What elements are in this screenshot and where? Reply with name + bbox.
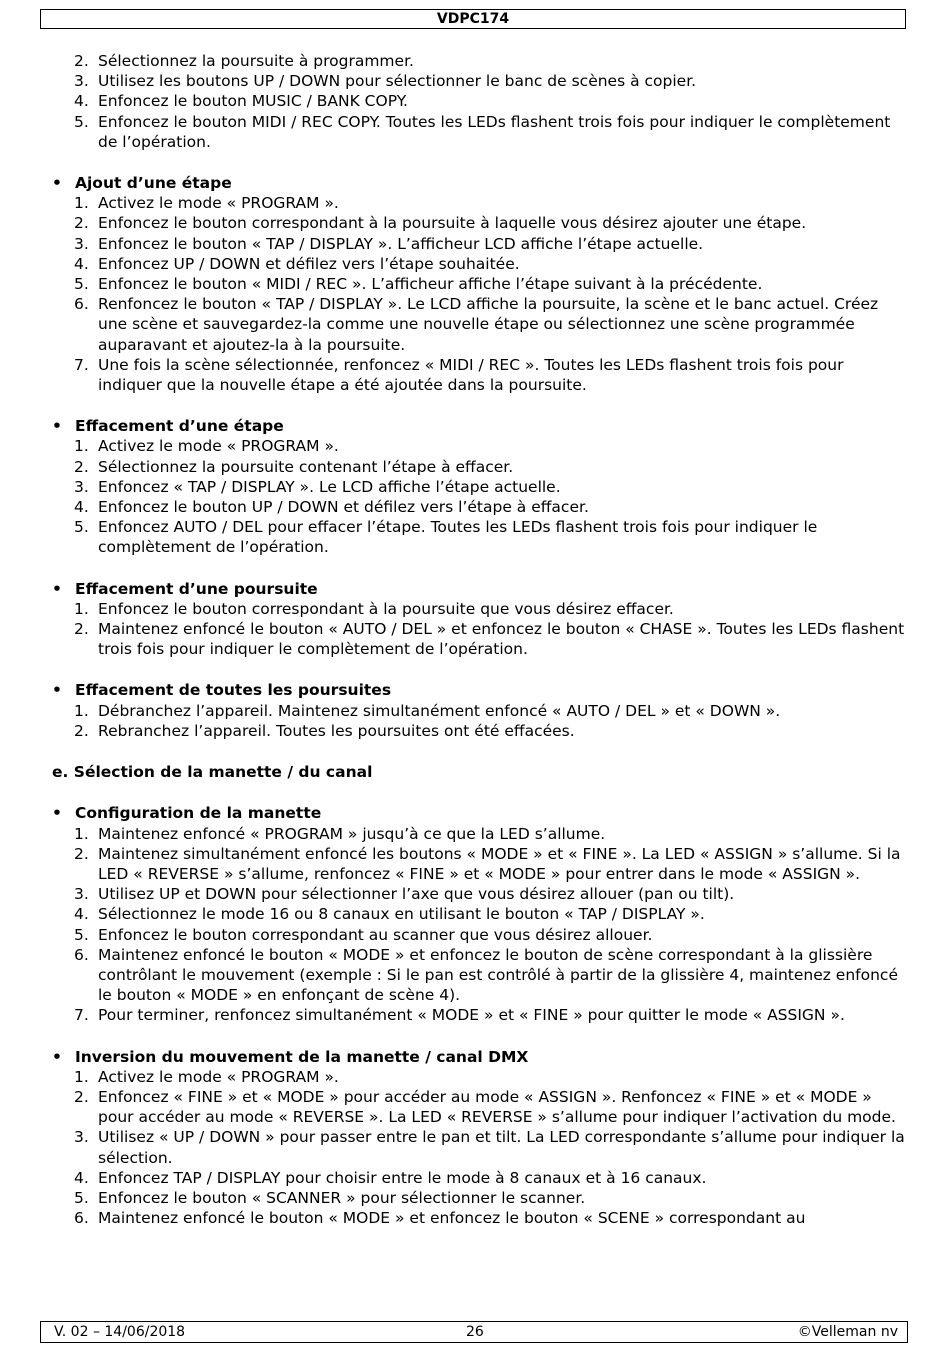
list-item [52, 112, 912, 152]
section-heading [52, 803, 912, 823]
item-number: 3. [74, 477, 89, 496]
intro-list [52, 51, 912, 152]
step-list [52, 599, 912, 660]
item-number: 1. [74, 437, 89, 456]
item-number: 3. [74, 72, 89, 91]
list-item [52, 234, 912, 254]
item-number: 5. [74, 518, 89, 537]
section-title: Configuration de la manette [75, 804, 322, 823]
list-item [52, 701, 912, 721]
list-item [52, 274, 912, 294]
item-text: Activez le mode « PROGRAM ». [98, 437, 339, 456]
list-item [52, 1127, 912, 1167]
list-item [52, 51, 912, 71]
item-text: Enfoncez le bouton MIDI / REC COPY. Toutes les LEDs flashent trois fois pour indiquer le complètement de l’opération. [98, 112, 891, 151]
section-heading [52, 579, 912, 599]
list-item [52, 294, 912, 355]
list-item [52, 477, 912, 497]
item-number: 4. [74, 254, 89, 273]
item-number: 2. [74, 1087, 89, 1106]
section-e-heading: e. Sélection de la manette / du canal [52, 763, 373, 782]
bullet-mark: • [52, 417, 62, 436]
spacer [52, 782, 912, 803]
item-text: Maintenez enfoncé le bouton « AUTO / DEL » et enfoncez le bouton « CHASE ». Toutes les LEDs flashent trois fois pour indiquer le complètement de l’opération. [98, 620, 905, 659]
item-text: Enfoncez « TAP / DISPLAY ». Le LCD affiche l’étape actuelle. [98, 477, 561, 496]
item-number: 6. [74, 945, 89, 964]
section-heading [52, 1047, 912, 1067]
item-text: Utilisez UP et DOWN pour sélectionner l’axe que vous désirez allouer (pan ou tilt). [98, 885, 735, 904]
item-number: 2. [74, 620, 89, 639]
footer-copyright: ©Velleman nv [797, 1324, 898, 1340]
footer-version: V. 02 – 14/06/2018 [54, 1324, 186, 1340]
spacer [52, 1026, 912, 1047]
item-number: 3. [74, 885, 89, 904]
list-item [52, 1168, 912, 1188]
item-number: 1. [74, 1067, 89, 1086]
bullet-mark: • [52, 579, 62, 598]
item-text: Sélectionnez le mode 16 ou 8 canaux en utilisant le bouton « TAP / DISPLAY ». [98, 905, 705, 924]
item-number: 4. [74, 498, 89, 517]
list-item [52, 619, 912, 659]
item-number: 1. [74, 599, 89, 618]
item-text: Enfoncez le bouton « MIDI / REC ». L’afficheur affiche l’étape suivant à la précédente. [98, 275, 763, 294]
list-item [52, 355, 912, 395]
item-number: 4. [74, 905, 89, 924]
step-list [52, 1067, 912, 1229]
item-number: 2. [74, 214, 89, 233]
section-title: Effacement d’une étape [75, 417, 284, 436]
step-list [52, 701, 912, 741]
item-text: Enfoncez « FINE » et « MODE » pour accéder au mode « ASSIGN ». Renfoncez « FINE » et « MODE » pour accéder au mode « REVERSE ». La LED « REVERSE » s’allume pour indiquer l’activation du mode. [98, 1087, 896, 1127]
item-number: 5. [74, 275, 89, 294]
section-title: Effacement d’une poursuite [75, 579, 318, 598]
item-number: 5. [74, 1188, 89, 1207]
list-item [52, 721, 912, 741]
item-text: Enfoncez AUTO / DEL pour effacer l’étape. Toutes les LEDs flashent trois fois pour indiquer le complètement de l’opération. [98, 518, 818, 557]
section-title: Effacement de toutes les poursuites [75, 681, 392, 700]
bullet-mark: • [52, 804, 62, 823]
bullet-mark: • [52, 174, 62, 193]
item-text: Enfoncez le bouton correspondant au scanner que vous désirez allouer. [98, 925, 653, 944]
item-text: Enfoncez le bouton correspondant à la poursuite à laquelle vous désirez ajouter une étape. [98, 214, 807, 233]
item-text: Maintenez simultanément enfoncé les boutons « MODE » et « FINE ». La LED « ASSIGN » s’allume. Si la LED « REVERSE » s’allume, renfoncez « FINE » et « MODE » pour entrer dans le mode « ASSIGN ». [98, 844, 901, 883]
list-item [52, 71, 912, 91]
step-list [52, 193, 912, 395]
list-item [52, 497, 912, 517]
spacer [52, 152, 912, 173]
spacer [52, 741, 912, 762]
list-item [52, 884, 912, 904]
item-number: 1. [74, 824, 89, 843]
list-item [52, 457, 912, 477]
section-title: Ajout d’une étape [75, 174, 232, 193]
item-number: 7. [74, 355, 89, 374]
list-item [52, 904, 912, 924]
item-text: Renfoncez le bouton « TAP / DISPLAY ». Le LCD affiche la poursuite, la scène et le banc actuel. Créez une scène et sauvegardez-la comme une nouvelle étape ou sélectionnez une scène programmée auparavant et ajoutez-la à la poursuite. [98, 295, 879, 354]
item-text: Maintenez enfoncé le bouton « MODE » et enfoncez le bouton « SCENE » correspondant au [98, 1209, 806, 1228]
section-heading [52, 173, 912, 193]
item-number: 1. [74, 194, 89, 213]
list-item [52, 1067, 912, 1087]
item-text: Maintenez enfoncé le bouton « MODE » et enfoncez le bouton de scène correspondant à la glissière contrôlant le mouvement (exemple : Si le pan est contrôlé à partir de la glissière 4, maintenez enfoncé le bouton « MODE » en enfonçant de scène 4). [98, 945, 898, 1005]
item-number: 2. [74, 844, 89, 863]
page-content [52, 51, 912, 1228]
item-number: 5. [74, 112, 89, 131]
list-item [52, 213, 912, 233]
step-list [52, 824, 912, 1026]
item-text: Activez le mode « PROGRAM ». [98, 194, 339, 213]
page-header [40, 9, 906, 29]
list-item [52, 1188, 912, 1208]
item-text: Utilisez les boutons UP / DOWN pour sélectionner le banc de scènes à copier. [98, 72, 697, 91]
section-title: Inversion du mouvement de la manette / canal DMX [75, 1047, 529, 1066]
item-number: 4. [74, 92, 89, 111]
spacer [52, 558, 912, 579]
item-text: Utilisez « UP / DOWN » pour passer entre le pan et tilt. La LED correspondante s’allume pour indiquer la sélection. [98, 1128, 905, 1167]
list-item [52, 436, 912, 456]
item-number: 4. [74, 1168, 89, 1187]
spacer [52, 395, 912, 416]
bullet-mark: • [52, 1047, 62, 1066]
list-item [52, 193, 912, 213]
sections-group-a [52, 152, 912, 741]
item-number: 2. [74, 457, 89, 476]
list-item [52, 254, 912, 274]
item-number: 6. [74, 1209, 89, 1228]
section-heading [52, 680, 912, 700]
list-item [52, 599, 912, 619]
step-list [52, 436, 912, 557]
item-text: Pour terminer, renfoncez simultanément « MODE » et « FINE » pour quitter le mode « ASSIGN ». [98, 1006, 845, 1025]
list-item [52, 1005, 912, 1025]
item-text: Sélectionnez la poursuite contenant l’étape à effacer. [98, 457, 514, 476]
list-item [52, 517, 912, 557]
item-text: Enfoncez le bouton MUSIC / BANK COPY. [98, 92, 408, 111]
item-text: Activez le mode « PROGRAM ». [98, 1067, 339, 1086]
item-number: 2. [74, 52, 89, 70]
spacer [52, 659, 912, 680]
item-text: Enfoncez le bouton correspondant à la poursuite que vous désirez effacer. [98, 599, 674, 618]
list-item [52, 844, 912, 884]
item-text: Enfoncez le bouton « TAP / DISPLAY ». L’afficheur LCD affiche l’étape actuelle. [98, 234, 704, 253]
item-number: 2. [74, 721, 89, 740]
list-item [52, 91, 912, 111]
item-number: 3. [74, 234, 89, 253]
item-text: Sélectionnez la poursuite à programmer. [98, 52, 414, 70]
list-item [52, 1208, 912, 1228]
item-number: 6. [74, 295, 89, 314]
item-number: 3. [74, 1128, 89, 1147]
item-number: 5. [74, 925, 89, 944]
list-item [52, 945, 912, 1006]
item-number: 7. [74, 1006, 89, 1025]
sections-group-e [52, 782, 912, 1228]
item-text: Rebranchez l’appareil. Toutes les poursuites ont été effacées. [98, 721, 575, 740]
item-number: 1. [74, 701, 89, 720]
item-text: Une fois la scène sélectionnée, renfoncez « MIDI / REC ». Toutes les LEDs flashent trois fois pour indiquer que la nouvelle étape a été ajoutée dans la poursuite. [98, 355, 844, 395]
page-footer [40, 1321, 908, 1343]
item-text: Enfoncez le bouton UP / DOWN et défilez vers l’étape à effacer. [98, 498, 589, 517]
item-text: Maintenez enfoncé « PROGRAM » jusqu’à ce que la LED s’allume. [98, 824, 606, 843]
item-text: Enfoncez TAP / DISPLAY pour choisir entre le mode à 8 canaux et à 16 canaux. [98, 1168, 707, 1187]
bullet-mark: • [52, 681, 62, 700]
list-item [52, 824, 912, 844]
item-text: Débranchez l’appareil. Maintenez simultanément enfoncé « AUTO / DEL » et « DOWN ». [98, 701, 781, 720]
item-text: Enfoncez UP / DOWN et défilez vers l’étape souhaitée. [98, 254, 520, 273]
list-item [52, 925, 912, 945]
section-heading [52, 416, 912, 436]
document-title: VDPC174 [436, 11, 510, 27]
footer-page-number: 26 [466, 1324, 484, 1340]
list-item [52, 1087, 912, 1127]
item-text: Enfoncez le bouton « SCANNER » pour sélectionner le scanner. [98, 1188, 586, 1207]
